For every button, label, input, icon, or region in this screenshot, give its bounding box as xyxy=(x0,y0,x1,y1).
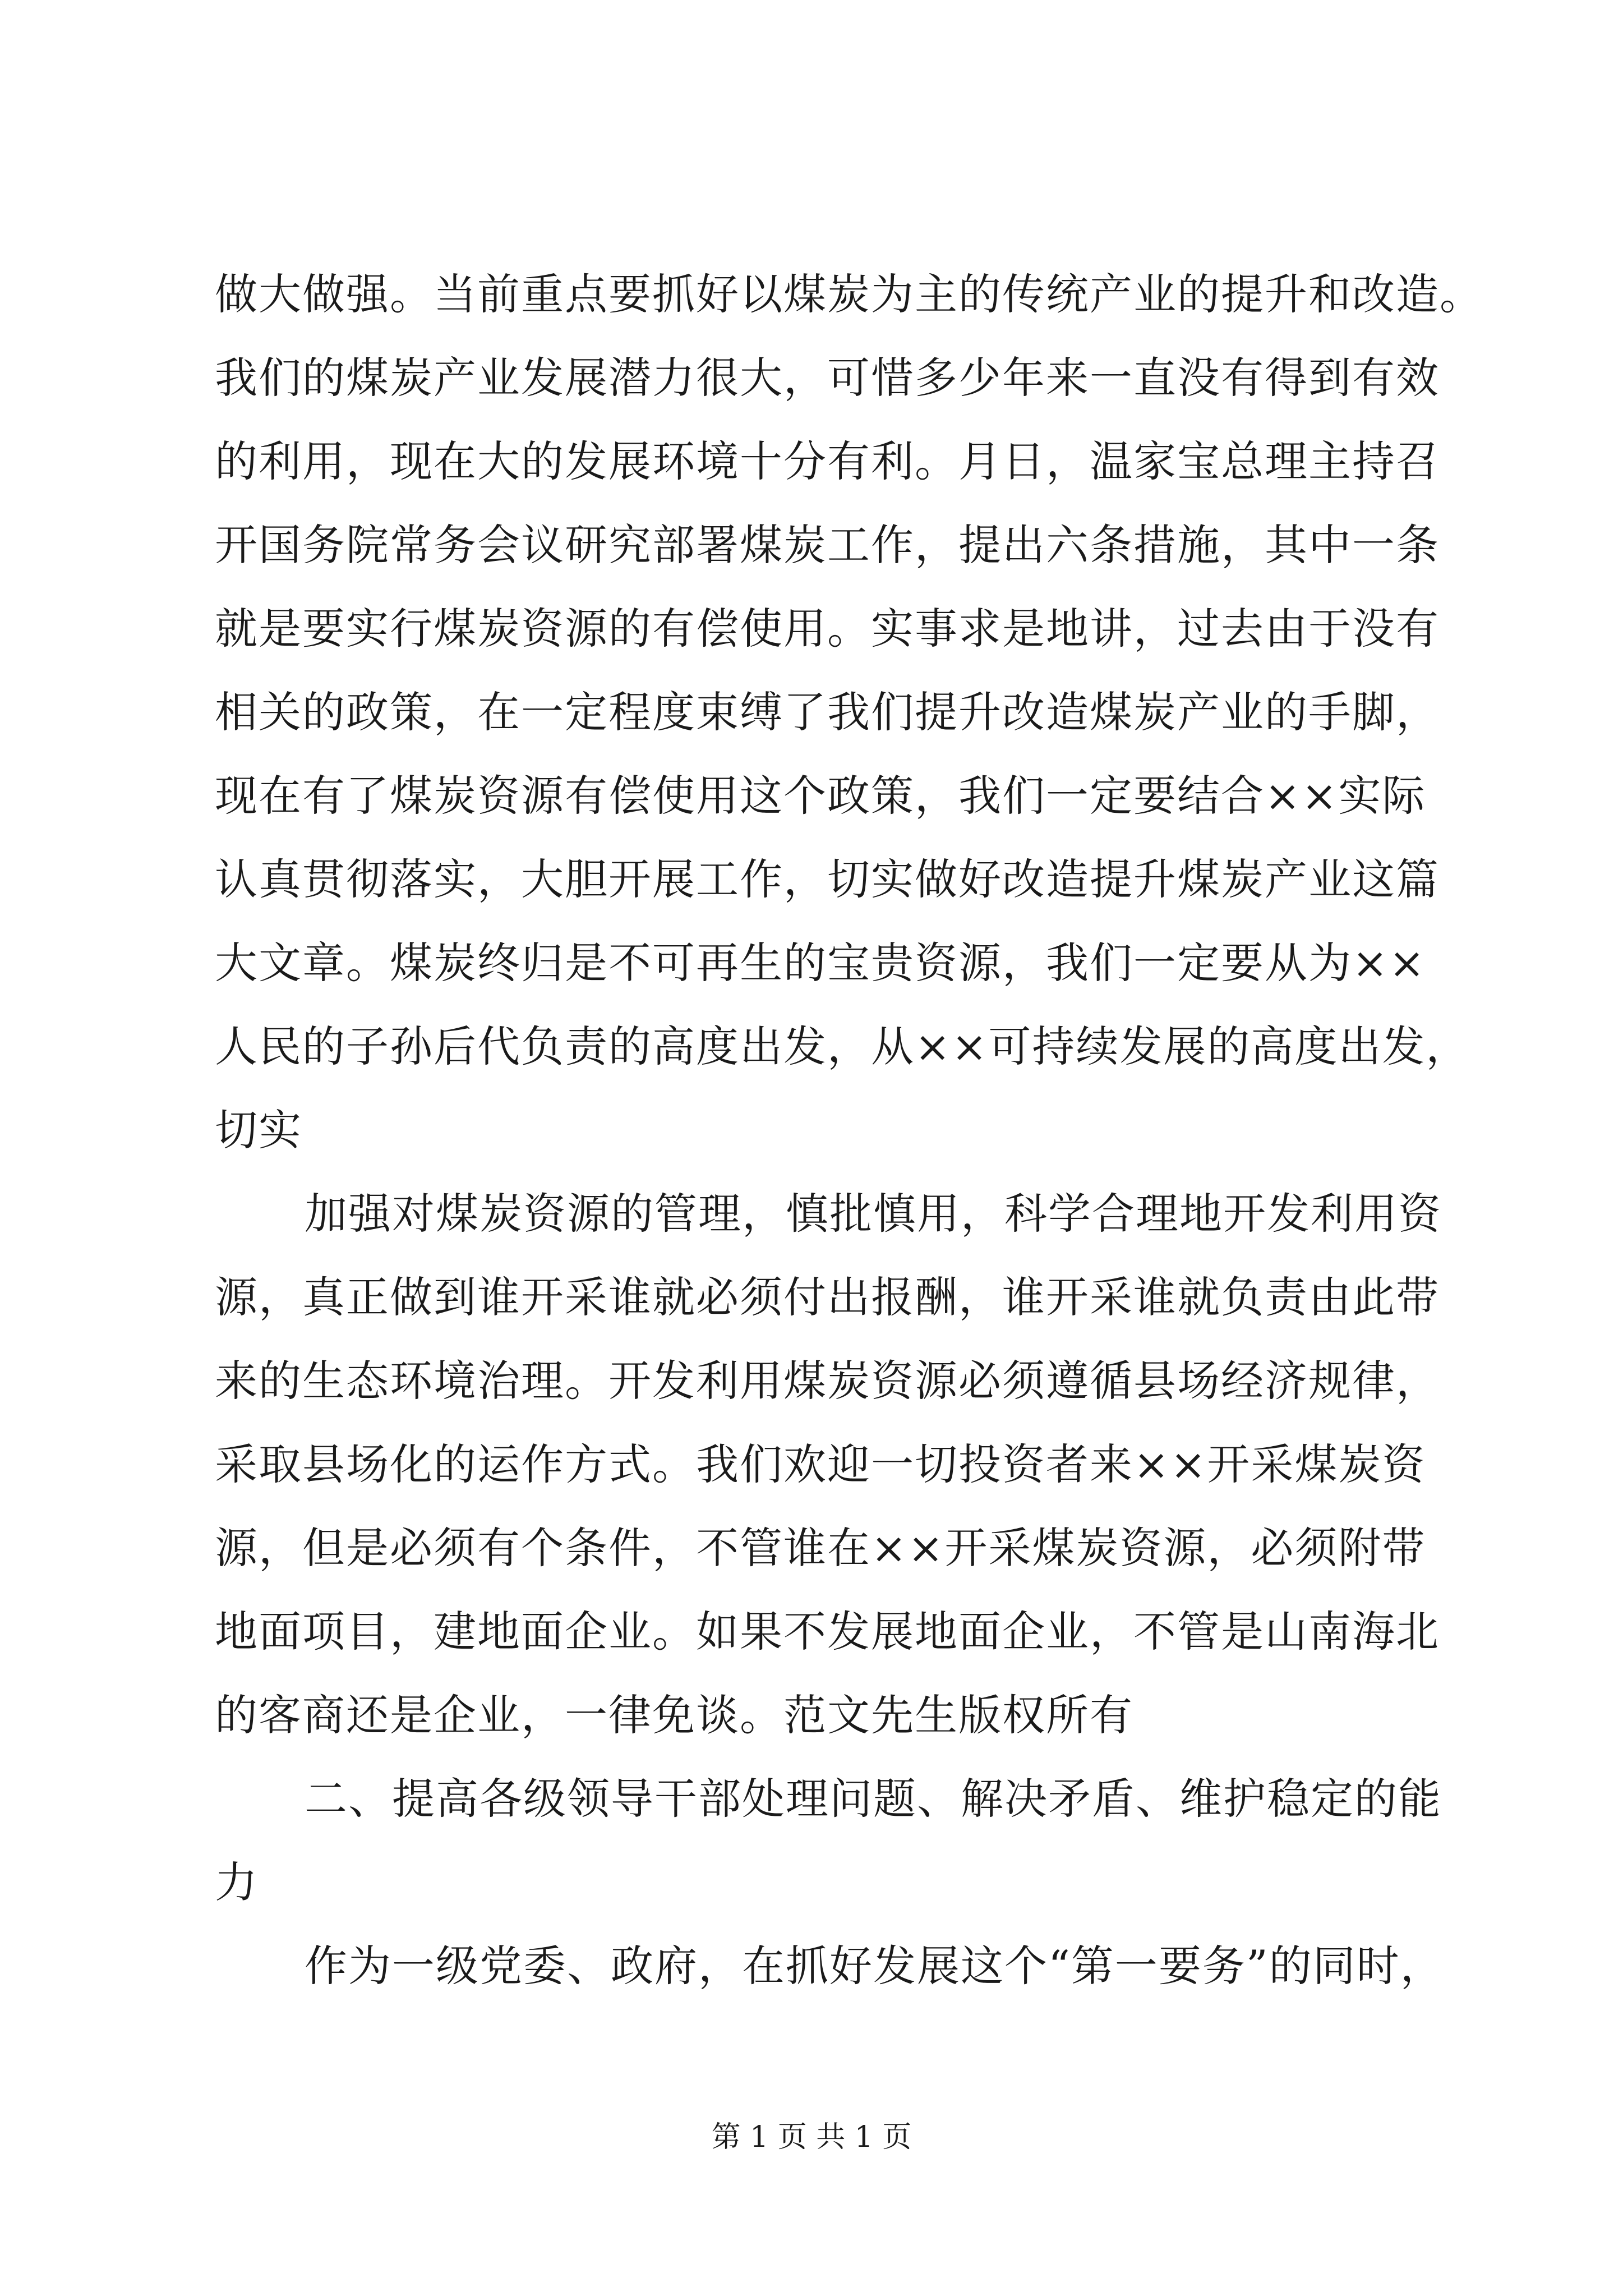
text-line: 我们的煤炭产业发展潜力很大，可惜多少年来一直没有得到有效 xyxy=(215,353,1440,403)
text-line: 人民的子孙后代负责的高度出发，从××可持续发展的高度出发， xyxy=(215,1022,1470,1071)
text-line: 做大做强。当前重点要抓好以煤炭为主的传统产业的提升和改造。 xyxy=(215,269,1483,319)
text-line: 切实 xyxy=(215,1105,302,1155)
text-line: 地面项目，建地面企业。如果不发展地面企业，不管是山南海北 xyxy=(215,1607,1440,1657)
paragraph-start-line: 作为一级党委、政府，在抓好发展这个“第一要务”的同时， xyxy=(305,1941,1444,1991)
document-body xyxy=(215,252,1483,2008)
text-line: 认真贯彻落实，大胆开展工作，切实做好改造提升煤炭产业这篇 xyxy=(215,854,1440,904)
section-heading-line: 二、提高各级领导干部处理问题、解决矛盾、维护稳定的能 xyxy=(305,1774,1442,1824)
text-line: 来的生态环境治理。开发利用煤炭资源必须遵循县场经济规律， xyxy=(215,1356,1440,1406)
paragraph-start-line: 加强对煤炭资源的管理，慎批慎用，科学合理地开发利用资 xyxy=(305,1189,1442,1239)
text-line: 采取县场化的运作方式。我们欢迎一切投资者来××开采煤炭资 xyxy=(215,1439,1426,1489)
text-line: 的利用，现在大的发展环境十分有利。月日，温家宝总理主持召 xyxy=(215,436,1440,486)
page-number-footer: 第 1 页 共 1 页 xyxy=(711,2120,912,2154)
text-line: 源，真正做到谁开采谁就必须付出报酬，谁开采谁就负责由此带 xyxy=(215,1272,1440,1322)
text-line: 的客商还是企业，一律免谈。范文先生版权所有 xyxy=(215,1690,1133,1740)
section-heading-line: 力 xyxy=(215,1857,259,1907)
text-line: 现在有了煤炭资源有偿使用这个政策，我们一定要结合××实际 xyxy=(215,771,1426,821)
text-line: 就是要实行煤炭资源的有偿使用。实事求是地讲，过去由于没有 xyxy=(215,604,1440,654)
text-line: 相关的政策，在一定程度束缚了我们提升改造煤炭产业的手脚， xyxy=(215,687,1440,737)
text-line: 大文章。煤炭终归是不可再生的宝贵资源，我们一定要从为×× xyxy=(215,938,1426,988)
text-line: 源，但是必须有个条件，不管谁在××开采煤炭资源，必须附带 xyxy=(215,1523,1426,1573)
text-line: 开国务院常务会议研究部署煤炭工作，提出六条措施，其中一条 xyxy=(215,520,1440,570)
